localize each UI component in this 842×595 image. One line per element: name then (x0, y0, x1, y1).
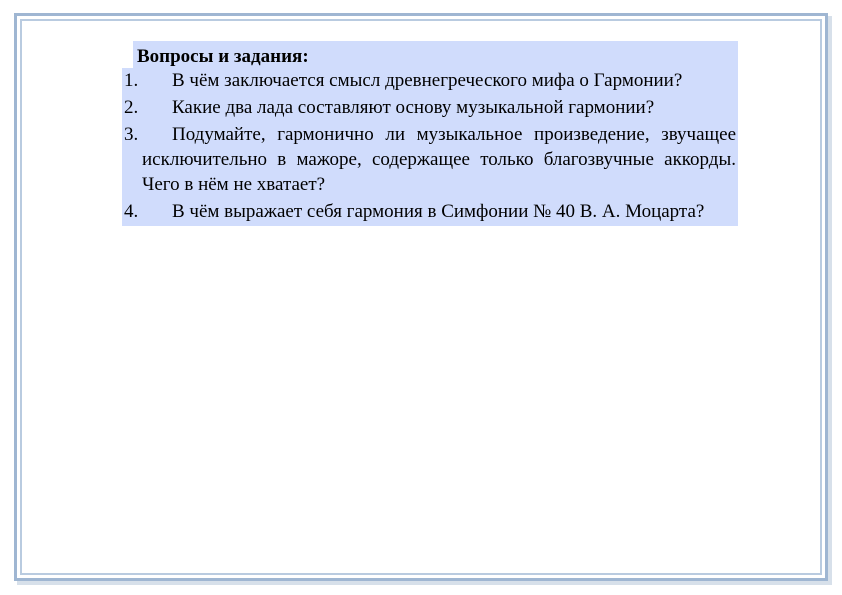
questions-heading: Вопросы и задания: (133, 41, 738, 68)
question-item (122, 95, 738, 120)
question-item (122, 199, 738, 226)
question-text: Подумайте, гармонично ли музыкальное произведение, звучащее исключительно в мажоре, содержащее только благозвучные аккорды. Чего в нём не хватает? (142, 124, 736, 195)
question-text: В чём выражает себя гармония в Симфонии № 40 В. А. Моцарта? (172, 201, 705, 222)
frame-shadow-bottom (17, 581, 832, 585)
question-text: В чём заключается смысл древнегреческого мифа о Гармонии? (172, 70, 683, 91)
questions-block (122, 41, 738, 226)
question-item (122, 68, 738, 93)
frame-shadow-right (828, 16, 832, 584)
question-number: 1. (124, 70, 139, 91)
question-number: 3. (124, 124, 139, 145)
question-text: Какие два лада составляют основу музыкальной гармонии? (172, 97, 655, 118)
questions-list (122, 68, 738, 226)
question-number: 2. (124, 97, 139, 118)
question-number: 4. (124, 201, 139, 222)
question-item (122, 122, 738, 197)
